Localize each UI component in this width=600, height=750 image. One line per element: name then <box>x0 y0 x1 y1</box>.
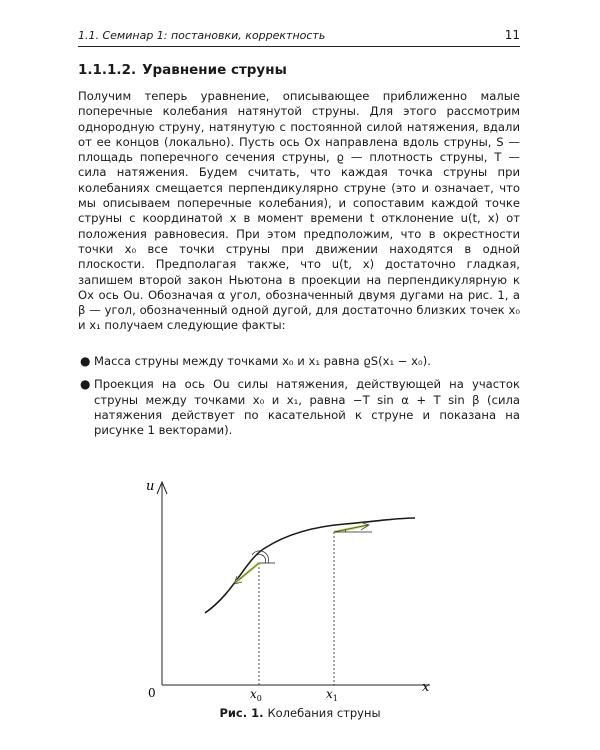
section-title: Уравнение струны <box>142 62 287 78</box>
body-paragraph <box>78 89 520 334</box>
header-rule <box>78 46 520 47</box>
caption-text: Колебания струны <box>267 706 381 720</box>
list-item-text: Масса струны между точками x₀ и x₁ равна ϱS(x₁ − x₀). <box>94 354 431 368</box>
page-number: 11 <box>504 28 520 42</box>
list-item-text: Проекция на ось Ou силы натяжения, действующей на участок струны между точками x₀ и x₁, равна −T sin α + T sin β (сила натяжения действует по касательной к струне и показана на рисунке 1 векторами). <box>94 377 520 438</box>
bullet-icon: ● <box>80 377 91 392</box>
string-curve <box>205 518 415 613</box>
paragraph-text: Получим теперь уравнение, описывающее приближенно малые поперечные колебания натянутой струны. Для этого рассмотрим однородную струну, натянутую с постоянной силой натяжения, вдали от ее концов (локально). Пусть ось Ox направлена вдоль струны, S — площадь поперечного сечения струны, ϱ — плотность струны, T — сила натяжения. Будем считать, что каждая точка струны при колебаниях смещается перпендикулярно струне (это и означает, что мы описываем поперечные колебания), и сопоставим каждой точке струны с координатой x в момент времени t отклонение u(t, x) от положения равновесия. При этом предположим, что в окрестности точки x₀ все точки струны при движении находятся в одной плоскости. Предполагая также, что u(t, x) достаточно гладкая, запишем второй закон Ньютона в проекции на перпендикулярную к Ox ось Ou. Обозначая α угол, обозначенный двумя дугами на рис. 1, а β — угол, обозначенный одной дугой, для достаточно близких точек x₀ и x₁ получаем следующие факты: <box>78 89 520 333</box>
angle-alpha-arc <box>254 554 266 563</box>
x-axis-label: x <box>422 680 430 695</box>
list-item <box>78 377 520 438</box>
list-item <box>78 354 520 369</box>
bullet-icon: ● <box>80 354 91 368</box>
u-axis-label: u <box>146 479 155 494</box>
tick-x0: $x_0$ <box>250 687 262 703</box>
tick-x1: $x_1$ <box>326 687 338 703</box>
running-title: 1.1. Семинар 1: постановки, корректность <box>78 29 326 42</box>
section-number: 1.1.1.2. <box>78 62 137 78</box>
caption-label: Рис. 1. <box>219 706 264 720</box>
fact-list <box>78 354 520 446</box>
section-heading <box>78 62 287 78</box>
string-oscillation-figure <box>140 470 450 710</box>
running-header <box>78 28 520 42</box>
origin-label: 0 <box>148 686 156 700</box>
figure-caption <box>0 706 600 720</box>
